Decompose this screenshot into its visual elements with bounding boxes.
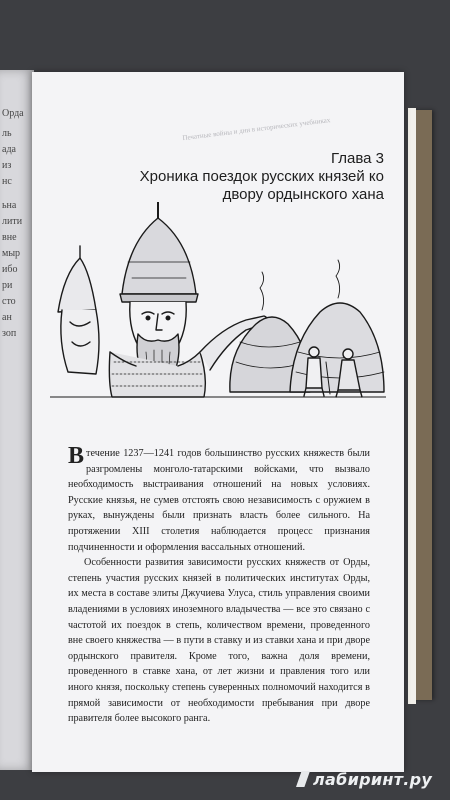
chapter-number: Глава 3	[330, 150, 384, 167]
left-page-fragment: лити	[2, 216, 23, 227]
left-page-fragment: Орда	[2, 108, 24, 119]
left-page-fragment: вне	[2, 232, 17, 243]
chapter-illustration	[50, 202, 386, 402]
paragraph-2: Особенности развития зависимости русских княжеств от Орды, степень участия русских князей в политических институтах Орды, их места в составе элиты Джучиева Улуса, стиль управления своими владениями в условиях иноземного владычества — все это связано с частотой их поездок в степь, количеством времени, проведенного вне своего княжества — в пути в ставку и из ставки хана и при дворе ордынского правителя. Кроме того, важна доля времени, проведенного в ставке хана, от лет жизни и правления того или иного князя, поскольку степень суверенных полномочий находится в прямой зависимости от необходимости пребывания при дворе правителя более высокого ранга.	[68, 557, 370, 725]
left-page-fragment: нс	[2, 176, 12, 187]
left-page-fragment: ьна	[2, 200, 17, 211]
book-page	[32, 72, 404, 772]
paragraph-1	[68, 443, 370, 555]
left-page-fragment: ада	[2, 144, 16, 155]
left-page-fragment: ль	[2, 128, 12, 139]
previous-page-edge	[0, 70, 34, 770]
left-page-fragment: ибо	[2, 264, 18, 275]
site-watermark	[296, 770, 432, 789]
body-text	[68, 443, 370, 727]
watermark-text: лабиринт.ру	[313, 770, 433, 789]
drop-cap: В	[68, 443, 85, 469]
left-page-fragment: сто	[2, 296, 16, 307]
left-page-fragment: из	[2, 160, 12, 171]
left-page-fragment: зоп	[2, 328, 17, 339]
paragraph-1-text: течение 1237—1241 годов большинство русских княжеств были разгромлены монголо-татарскими войсками, что вызвало необходимость выстраивания отношений на новых условиях. Русские князья, не сумев отстоять свою независимость с оружием в руках, вынуждены были признать власть более сильного. На протяжении XIII столетия наблюдается процесс признания подчиненности и оформления вассальных отношений.	[68, 448, 370, 553]
left-page-fragment: мыр	[2, 248, 21, 259]
left-page-fragment: ри	[2, 280, 13, 291]
left-page-fragment: ан	[2, 312, 12, 323]
watermark-logo-icon	[296, 771, 310, 787]
running-head: Печатные войны и дни в исторических учебниках	[182, 116, 331, 143]
chapter-heading	[134, 150, 384, 204]
chapter-title: Хроника поездок русских князей ко двору ордынского хана	[139, 168, 384, 203]
page-stack-edge	[408, 108, 416, 704]
